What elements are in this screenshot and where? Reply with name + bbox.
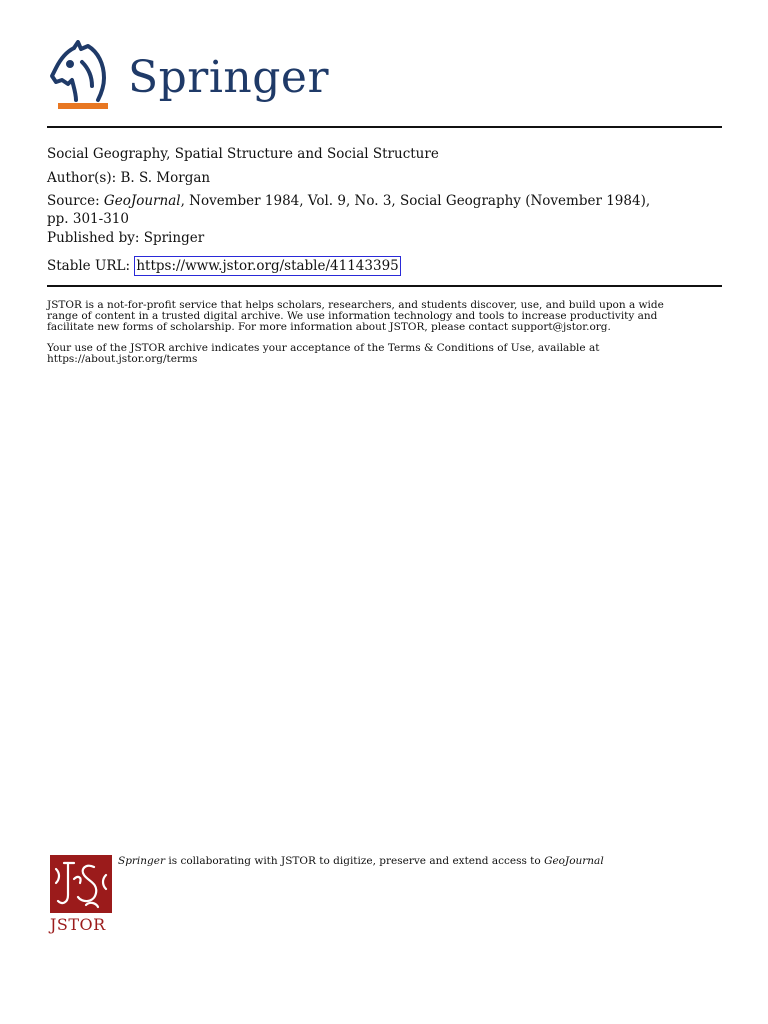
jstor-notice	[47, 300, 727, 333]
source-details: , November 1984, Vol. 9, No. 3, Social Geography (November 1984),	[180, 193, 651, 209]
article-title: Social Geography, Spatial Structure and Social Structure	[47, 146, 439, 162]
stable-url-link[interactable]: https://www.jstor.org/stable/41143395	[136, 258, 399, 274]
author-label: Author(s):	[47, 170, 117, 186]
top-divider	[47, 126, 722, 128]
source-pages: pp. 301-310	[47, 211, 129, 227]
jstor-emblem-icon	[50, 855, 112, 913]
collaboration-note	[118, 855, 718, 868]
collab-publisher: Springer	[118, 855, 166, 867]
springer-logo	[48, 40, 348, 114]
author-line	[47, 169, 722, 187]
published-label: Published by:	[47, 230, 140, 246]
jstor-logo	[50, 855, 112, 935]
notice-line: Your use of the JSTOR archive indicates your acceptance of the Terms & Conditions of Use, available at	[47, 342, 600, 354]
notice-line: range of content in a trusted digital archive. We use information technology and tools to increase productivity and	[47, 310, 658, 322]
stable-url-label: Stable URL:	[47, 258, 131, 274]
notice-line: facilitate new forms of scholarship. For more information about JSTOR, please contact support@jstor.org.	[47, 321, 611, 333]
terms-notice	[47, 343, 727, 365]
collab-journal: GeoJournal	[544, 855, 604, 867]
notice-line: JSTOR is a not-for-profit service that helps scholars, researchers, and students discover, use, and build upon a wide	[47, 299, 664, 311]
middle-divider	[47, 285, 722, 287]
source-label: Source:	[47, 193, 100, 209]
publisher-name: Springer	[143, 230, 205, 246]
horse-head-icon	[48, 40, 110, 112]
collab-text: is collaborating with JSTOR to digitize, preserve and extend access to	[165, 855, 545, 867]
springer-wordmark: Springer	[128, 52, 329, 103]
terms-url[interactable]: https://about.jstor.org/terms	[47, 353, 198, 365]
author-name: B. S. Morgan	[120, 170, 211, 186]
jstor-wordmark: JSTOR	[50, 915, 106, 934]
source-line	[47, 192, 722, 228]
stable-url-line	[47, 256, 722, 276]
source-journal: GeoJournal	[103, 193, 181, 209]
published-line	[47, 229, 722, 247]
